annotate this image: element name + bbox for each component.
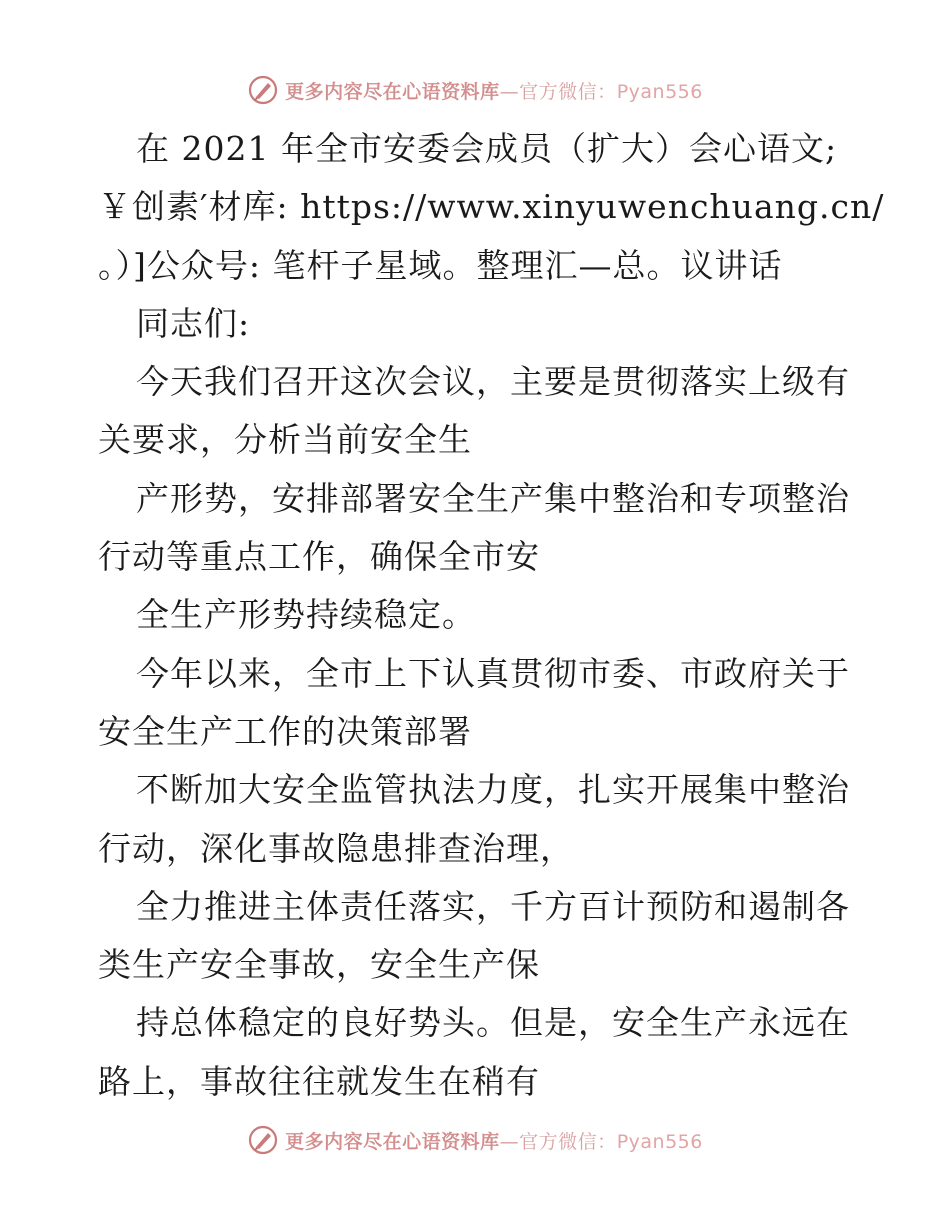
document-body: [98, 120, 885, 1111]
text-line: 关要求，分析当前安全生: [98, 420, 472, 460]
text-line: 行动，深化事故隐患排查治理，: [98, 828, 574, 868]
text-line: 行动等重点工作，确保全市安: [98, 537, 540, 577]
text-line: 今天我们召开这次会议，主要是贯彻落实上级有: [136, 362, 850, 402]
header-watermark: [0, 70, 950, 110]
text-line: 不断加大安全监管执法力度，扎实开展集中整治: [136, 770, 850, 810]
watermark-official: 官方微信：: [519, 80, 617, 103]
text-line: 全力推进主体责任落实，千方百计预防和遏制各: [136, 886, 850, 926]
text-line: 同志们:: [136, 303, 251, 343]
text-line: 产形势，安排部署安全生产集中整治和专项整治: [136, 478, 850, 518]
pen-logo-icon: [247, 74, 279, 106]
text-line: 。）]公众号: 笔杆子星域。整理汇—总。议讲话: [98, 245, 783, 285]
text-line: 安全生产工作的决策部署: [98, 711, 472, 751]
text-line: 持总体稳定的良好势头。但是，安全生产永远在: [136, 1003, 850, 1043]
text-line: 路上，事故往往就发生在稍有: [98, 1061, 540, 1101]
watermark-text: [285, 1127, 703, 1154]
text-line: 今年以来，全市上下认真贯彻市委、市政府关于: [136, 653, 850, 693]
text-line: 全生产形势持续稳定。: [136, 595, 476, 635]
text-line: 在 2021 年全市安委会成员（扩大）会心语文;: [136, 129, 838, 168]
text-line: ￥创素′材库: https://www.xinyuwenchuang.cn/: [98, 187, 885, 227]
watermark-official: 官方微信：: [519, 1130, 617, 1153]
pen-logo-icon: [247, 1124, 279, 1156]
footer-watermark: [0, 1120, 950, 1160]
watermark-brand: 更多内容尽在心语资料库: [285, 1130, 500, 1153]
watermark-brand: 更多内容尽在心语资料库: [285, 80, 500, 103]
watermark-separator: —: [499, 1130, 520, 1153]
watermark-text: [285, 77, 703, 104]
text-line: 类生产安全事故，安全生产保: [98, 945, 540, 985]
watermark-wechat-id: Pyan556: [616, 80, 703, 103]
watermark-separator: —: [499, 80, 520, 103]
watermark-wechat-id: Pyan556: [616, 1130, 703, 1153]
